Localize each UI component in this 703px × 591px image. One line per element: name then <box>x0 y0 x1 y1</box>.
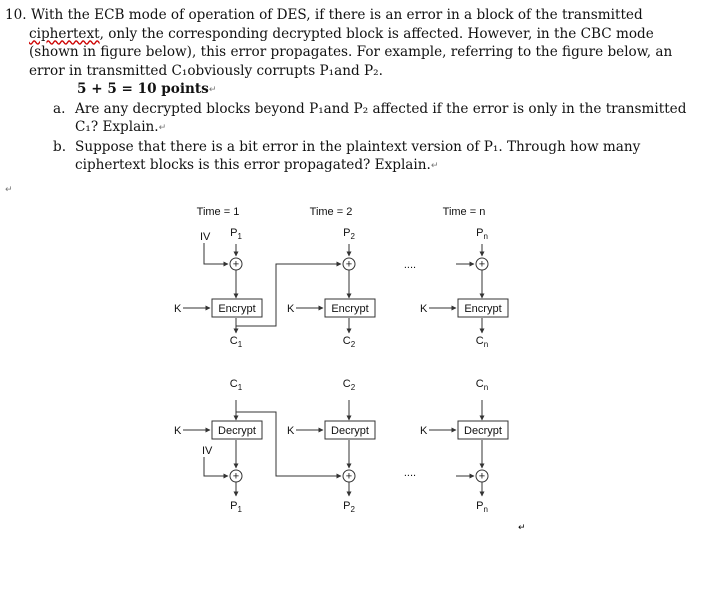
question-line-3: (shown in figure below), this error propagates. For example, referring to the figure below, an <box>29 44 673 60</box>
xor-encrypt-1-symbol: + <box>232 258 240 271</box>
return-mark-icon: ↵ <box>208 85 217 95</box>
decrypt-label-3: Decrypt <box>464 425 502 437</box>
question-line-4: error in transmitted C₁obviously corrupts P₁and P₂. <box>29 62 383 79</box>
points: 5 + 5 = 10 points <box>77 81 209 97</box>
decrypt-label-2: Decrypt <box>331 425 369 437</box>
xor-decrypt-2-symbol: + <box>345 470 353 483</box>
iv-label-decrypt: IV <box>202 445 213 457</box>
question-line-1: 10. With the ECB mode of operation of DES, if there is an error in a block of the transmitted <box>5 7 643 23</box>
xor-encrypt-3-symbol: + <box>478 258 486 271</box>
return-mark-icon: ↵ <box>158 123 167 133</box>
iv-feed-encrypt <box>204 243 228 264</box>
xor-encrypt-2-symbol: + <box>345 258 353 271</box>
iv-feed-decrypt <box>204 457 228 476</box>
encrypt-label-2: Encrypt <box>331 303 369 315</box>
key-label-dec-2: K <box>287 425 295 437</box>
return-mark-icon: ↵ <box>430 161 439 171</box>
part-b-label: b. <box>53 138 67 155</box>
ciphertext-dec-2: $C_2$ <box>342 378 356 392</box>
return-mark-icon: ↵ <box>518 523 526 533</box>
question-line-2: ciphertext, only the corresponding decrypted block is affected. However, in the CBC mode <box>29 25 654 42</box>
plaintext-bottom-1: $P_1$ <box>230 500 242 514</box>
plaintext-bottom-2: $P_2$ <box>343 500 355 514</box>
key-label-dec-1: K <box>174 425 182 437</box>
part-b-line-2: ciphertext blocks is this error propagated? Explain.↵ <box>75 157 439 173</box>
key-label-dec-3: K <box>420 425 428 437</box>
part-a-line-1: a. Are any decrypted blocks beyond P₁and P₂ affected if the error is only in the transmitted <box>53 100 687 117</box>
encrypt-label-3: Encrypt <box>464 303 502 315</box>
ellipsis-decrypt: .... <box>403 467 417 479</box>
key-label-enc-2: K <box>287 303 295 315</box>
xor-decrypt-1-symbol: + <box>232 470 240 483</box>
ciphertext-dec-3: $C_n$ <box>475 378 489 392</box>
time-label-2: Time = 2 <box>309 206 353 218</box>
plaintext-top-1: $P_1$ <box>230 227 242 241</box>
time-label-3: Time = n <box>442 206 486 218</box>
plaintext-top-2: $P_2$ <box>343 227 355 241</box>
spellcheck-word[interactable]: ciphertext <box>29 25 100 42</box>
decrypt-label-1: Decrypt <box>218 425 256 437</box>
question-number: 10. <box>5 7 27 23</box>
ciphertext-enc-3: $C_n$ <box>475 335 489 349</box>
ciphertext-enc-2: $C_2$ <box>342 335 356 349</box>
key-label-enc-3: K <box>420 303 428 315</box>
part-a-label: a. <box>53 100 66 117</box>
ellipsis-encrypt: .... <box>403 259 417 271</box>
xor-decrypt-3-symbol: + <box>478 470 486 483</box>
plaintext-top-3: $P_n$ <box>476 227 488 241</box>
time-label-1: Time = 1 <box>196 206 240 218</box>
part-b-line-1: b. Suppose that there is a bit error in the plaintext version of P₁. Through how many <box>53 138 641 155</box>
plaintext-bottom-3: $P_n$ <box>476 500 488 514</box>
key-label-enc-1: K <box>174 303 182 315</box>
ciphertext-enc-1: $C_1$ <box>229 335 243 349</box>
ciphertext-dec-1: $C_1$ <box>229 378 243 392</box>
part-a-line-2: C₁? Explain.↵ <box>75 119 167 135</box>
iv-label-encrypt: IV <box>200 231 211 243</box>
return-mark-icon: ↵ <box>5 184 13 195</box>
encrypt-label-1: Encrypt <box>218 303 256 315</box>
